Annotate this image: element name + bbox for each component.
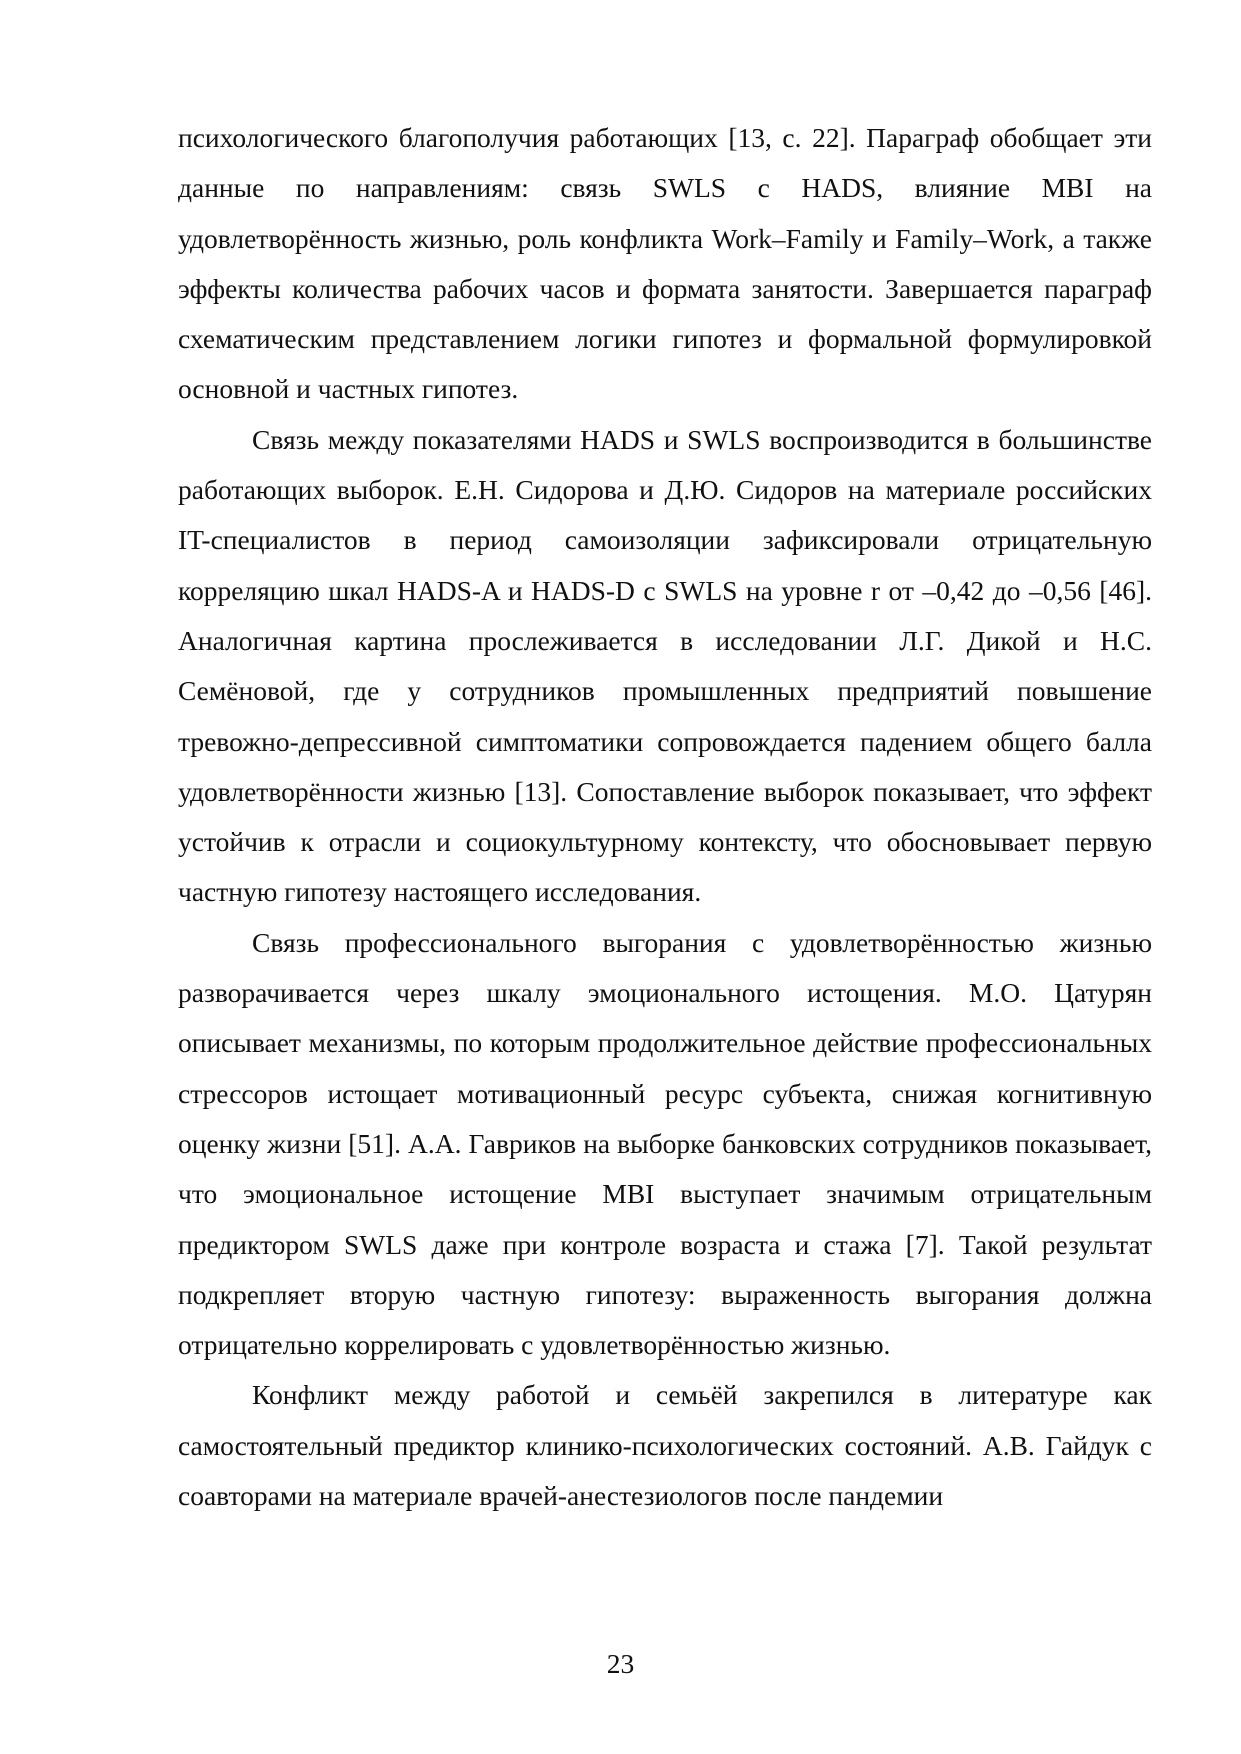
paragraph-work-family-conflict: Конфликт между работой и семьёй закрепился в литературе как самостоятельный предиктор клинико-психологических состояний. А.В. Гайдук с соавторами на материале врачей-анестезиологов после пандемии [178, 1379, 1152, 1512]
page-number: 23 [606, 1648, 635, 1679]
body-text [178, 113, 1152, 1521]
paragraph-hads-swls: Связь между показателями HADS и SWLS воспроизводится в большинстве работающих выборок. Е.Н. Сидорова и Д.Ю. Сидоров на материале российских IT-специалистов в период самоизоляции зафиксировали отрицательную корреляцию шкал HADS-A и HADS-D с SWLS на уровне r от –0,42 до –0,56 [46]. Аналогичная картина прослеживается в исследовании Л.Г. Дикой и Н.С. Семёновой, где у сотрудников промышленных предприятий повышение тревожно-депрессивной симптоматики сопровождается падением общего балла удовлетворённости жизнью [13]. Сопоставление выборок показывает, что эффект устойчив к отрасли и социокультурному контексту, что обосновывает первую частную гипотезу настоящего исследования. [178, 423, 1152, 908]
paragraph-continuation: психологического благополучия работающих [13, с. 22]. Параграф обобщает эти данные по направлениям: связь SWLS с HADS, влияние MBI на удовлетворённость жизнью, роль конфликта Work–Family и Family–Work, а также эффекты количества рабочих часов и формата занятости. Завершается параграф схематическим представлением логики гипотез и формальной формулировкой основной и частных гипотез. [178, 122, 1152, 405]
paragraph-burnout: Связь профессионального выгорания с удовлетворённостью жизнью разворачивается через шкалу эмоционального истощения. М.О. Цатурян описывает механизмы, по которым продолжительное действие профессиональных стрессоров истощает мотивационный ресурс субъекта, снижая когнитивную оценку жизни [51]. А.А. Гавриков на выборке банковских сотрудников показывает, что эмоциональное истощение MBI выступает значимым отрицательным предиктором SWLS даже при контроле возраста и стажа [7]. Такой результат подкрепляет вторую частную гипотезу: выраженность выгорания должна отрицательно коррелировать с удовлетворённостью жизнью. [178, 926, 1152, 1361]
